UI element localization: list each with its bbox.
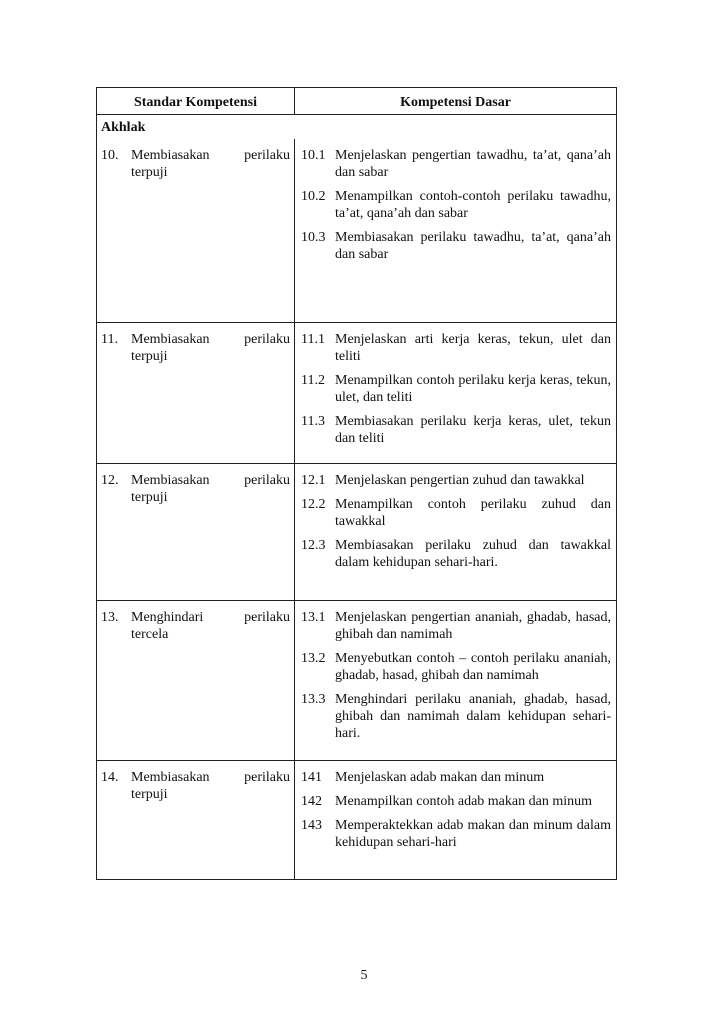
competency-text: Menghindari perilaku ananiah, ghadab, hasad, ghibah dan namimah dalam kehidupan sehari-hari.: [335, 692, 611, 741]
competency-cell: [295, 139, 616, 322]
competency-text: Menjelaskan pengertian tawadhu, ta’at, qana’ah dan sabar: [335, 148, 611, 180]
table-header: [97, 88, 616, 115]
competency-cell: [295, 601, 616, 760]
competency-number: 10.1: [301, 148, 326, 163]
competency-item: [301, 769, 611, 786]
competency-number: 10.2: [301, 189, 326, 204]
competency-item: [301, 817, 611, 851]
competency-number: 142: [301, 794, 322, 809]
standard-cell: [97, 601, 295, 760]
competency-number: 13.1: [301, 610, 326, 625]
competency-number: 11.2: [301, 373, 325, 388]
standard-number: 12.: [101, 473, 119, 488]
standard-text: perilaku: [244, 473, 290, 488]
competency-text: Menjelaskan pengertian ananiah, ghadab, hasad, ghibah dan namimah: [335, 610, 611, 642]
competency-text: Membiasakan perilaku tawadhu, ta’at, qana’ah dan sabar: [335, 230, 611, 262]
competency-item: [301, 331, 611, 365]
competency-text: Menjelaskan adab makan dan minum: [335, 770, 545, 785]
competency-text: Menampilkan contoh perilaku zuhud dan tawakkal: [335, 497, 611, 529]
competency-item: [301, 650, 611, 684]
standard-number: 11.: [101, 332, 118, 347]
competency-cell: [295, 464, 616, 600]
standard-text: Membiasakan: [131, 332, 210, 347]
competency-number: 141: [301, 770, 322, 785]
competency-number: 10.3: [301, 230, 326, 245]
competency-number: 11.1: [301, 332, 325, 347]
standard-text: perilaku: [244, 148, 290, 163]
competency-item: [301, 413, 611, 447]
competency-item: [301, 691, 611, 742]
table-row: [97, 323, 616, 464]
standard-number: 14.: [101, 770, 119, 785]
standard-text: Membiasakan: [131, 148, 210, 163]
standard-number: 10.: [101, 148, 119, 163]
competency-item: [301, 793, 611, 810]
competency-item: [301, 147, 611, 181]
standard-text: perilaku: [244, 610, 290, 625]
competency-item: [301, 229, 611, 263]
standard-cell: [97, 761, 295, 879]
standard-text: terpuji: [131, 165, 168, 180]
standard-text: perilaku: [244, 770, 290, 785]
standard-cell: [97, 323, 295, 463]
competency-item: [301, 537, 611, 571]
competency-number: 13.2: [301, 651, 326, 666]
competency-text: Menjelaskan arti kerja keras, tekun, ulet dan teliti: [335, 332, 611, 364]
competency-number: 12.1: [301, 473, 326, 488]
standard-number: 13.: [101, 610, 119, 625]
table-row: [97, 761, 616, 879]
competency-text: Membiasakan perilaku zuhud dan tawakkal dalam kehidupan sehari-hari.: [335, 538, 611, 570]
header-standar-kompetensi: Standar Kompetensi: [97, 88, 295, 114]
competency-text: Menjelaskan pengertian zuhud dan tawakkal: [335, 473, 585, 488]
standard-text: tercela: [131, 627, 169, 642]
standard-text: perilaku: [244, 332, 290, 347]
standard-text: Menghindari: [131, 610, 204, 625]
table-row: [97, 139, 616, 323]
competency-item: [301, 372, 611, 406]
competency-text: Menyebutkan contoh – contoh perilaku ananiah, ghadab, hasad, ghibah dan namimah: [335, 651, 611, 683]
competency-cell: [295, 761, 616, 879]
competency-text: Menampilkan contoh-contoh perilaku tawadhu, ta’at, qana’ah dan sabar: [335, 189, 611, 221]
standard-cell: [97, 139, 295, 322]
competency-text: Membiasakan perilaku kerja keras, ulet, tekun dan teliti: [335, 414, 611, 446]
section-title: Akhlak: [101, 120, 146, 135]
competency-item: [301, 472, 611, 489]
standard-text: terpuji: [131, 787, 168, 802]
competency-cell: [295, 323, 616, 463]
competency-table: [96, 87, 617, 880]
standard-text: terpuji: [131, 349, 168, 364]
competency-number: 11.3: [301, 414, 325, 429]
competency-text: Menampilkan contoh adab makan dan minum: [335, 794, 592, 809]
competency-text: Menampilkan contoh perilaku kerja keras, tekun, ulet, dan teliti: [335, 373, 611, 405]
standard-text: Membiasakan: [131, 770, 210, 785]
standard-text: Membiasakan: [131, 473, 210, 488]
page-number: 5: [360, 968, 368, 983]
table-row: [97, 601, 616, 761]
standard-cell: [97, 464, 295, 600]
competency-item: [301, 496, 611, 530]
competency-number: 143: [301, 818, 322, 833]
competency-item: [301, 188, 611, 222]
competency-item: [301, 609, 611, 643]
competency-text: Memperaktekkan adab makan dan minum dalam kehidupan sehari-hari: [335, 818, 611, 850]
header-kompetensi-dasar: Kompetensi Dasar: [400, 95, 511, 110]
competency-number: 12.2: [301, 497, 326, 512]
table-row: [97, 464, 616, 601]
competency-number: 12.3: [301, 538, 326, 553]
standard-text: terpuji: [131, 490, 168, 505]
competency-number: 13.3: [301, 692, 326, 707]
